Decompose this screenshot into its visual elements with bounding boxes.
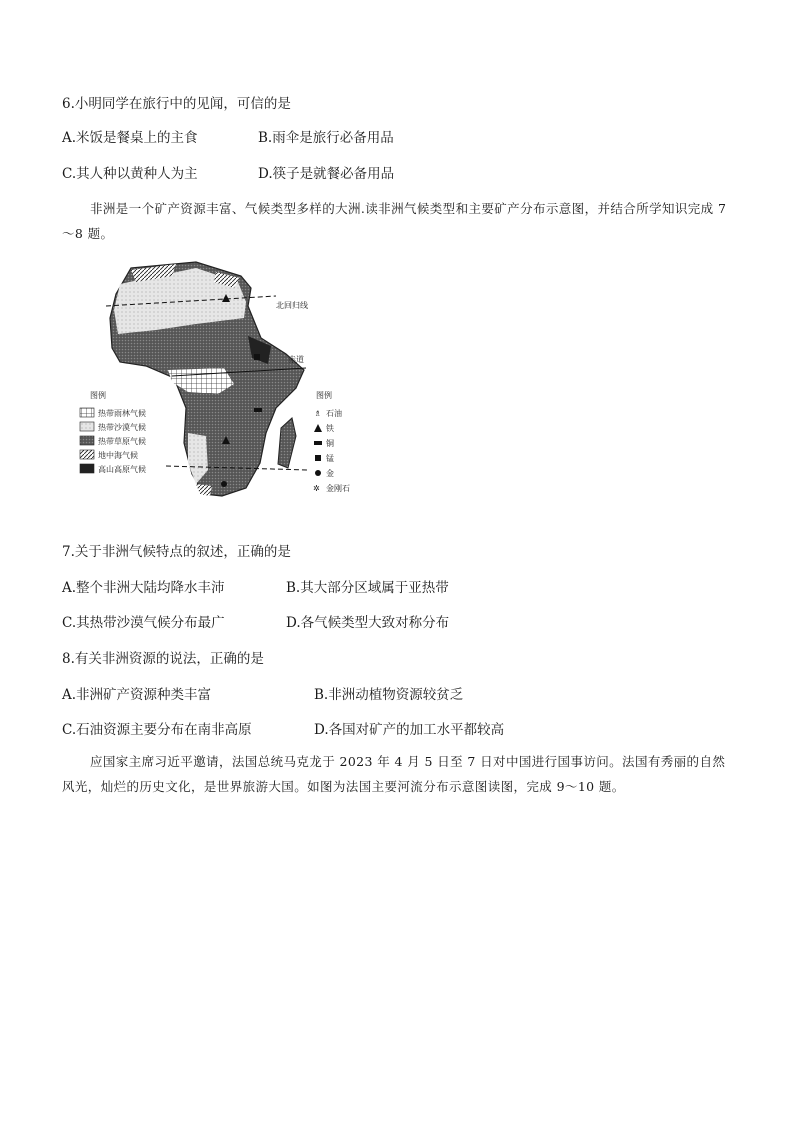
climate-legend [80, 390, 146, 474]
legend-diamond: 金刚石 [326, 484, 350, 493]
q8-stem: 8.有关非洲资源的说法，正确的是 [62, 651, 264, 667]
q7-option-a: A.整个非洲大陆均降水丰沛 [62, 580, 225, 596]
diamond-legend-icon: ✲ [313, 484, 320, 493]
gold-legend-icon [315, 470, 321, 476]
copper-legend-icon [314, 441, 322, 445]
q6-stem: 6.小明同学在旅行中的见闻，可信的是 [62, 96, 291, 112]
q6-option-b: B.雨伞是旅行必备用品 [258, 130, 394, 146]
gold-marker [221, 481, 227, 487]
q6-option-d: D.筷子是就餐必备用品 [258, 166, 395, 182]
legend-mediterranean: 地中海气候 [98, 451, 138, 460]
intro-africa: 非洲是一个矿产资源丰富、气候类型多样的大洲.读非洲气候类型和主要矿产分布示意图，并结合所学知识完成 7～8 题。 [62, 201, 727, 241]
q7-option-c: C.其热带沙漠气候分布最广 [62, 615, 225, 631]
mineral-legend [313, 390, 350, 493]
iron-legend-icon [314, 424, 322, 432]
climate-legend-title: 图例 [90, 391, 106, 400]
q7-option-b: B.其大部分区域属于亚热带 [286, 580, 449, 596]
q6-option-a: A.米饭是餐桌上的主食 [62, 130, 198, 146]
q8-option-d: D.各国对矿产的加工水平都较高 [314, 722, 505, 738]
legend-copper: 铜 [326, 439, 334, 448]
legend-desert: 热带沙漠气候 [98, 423, 146, 432]
intro-france: 应国家主席习近平邀请，法国总统马克龙于 2023 年 4 月 5 日至 7 日对中国进行国事访问。法国有秀丽的自然风光，灿烂的历史文化，是世界旅游大国。如图为法国主要河流分布示意图读图，完成 9～10 题。 [62, 754, 726, 794]
legend-manganese: 锰 [326, 454, 334, 463]
q8-option-c: C.石油资源主要分布在南非高原 [62, 722, 252, 738]
mineral-legend-title: 图例 [316, 391, 332, 400]
madagascar [278, 418, 296, 468]
equator-label: 赤道 [288, 355, 304, 364]
q8-option-b: B.非洲动植物资源较贫乏 [314, 687, 464, 703]
legend-rainforest: 热带雨林气候 [98, 409, 146, 418]
tropic-label: 北回归线 [276, 301, 308, 310]
africa-map-figure [76, 258, 366, 513]
oil-legend-icon: ♗ [314, 409, 322, 418]
legend-gold: 金 [326, 469, 334, 478]
manganese-legend-icon [315, 455, 321, 461]
copper-marker [254, 408, 262, 412]
legend-savanna: 热带草原气候 [98, 437, 146, 446]
legend-highland: 高山高原气候 [98, 465, 146, 474]
mediterranean-south [196, 484, 212, 496]
legend-oil: 石油 [326, 409, 342, 418]
q8-option-a: A.非洲矿产资源种类丰富 [62, 687, 212, 703]
rainforest-zone [168, 368, 234, 394]
legend-iron: 铁 [326, 424, 334, 433]
manganese-marker [254, 354, 260, 360]
q7-option-d: D.各气候类型大致对称分布 [286, 615, 450, 631]
africa-climate-mineral-map [76, 258, 366, 513]
q7-stem: 7.关于非洲气候特点的叙述，正确的是 [62, 544, 291, 560]
q6-option-c: C.其人种以黄种人为主 [62, 166, 198, 182]
